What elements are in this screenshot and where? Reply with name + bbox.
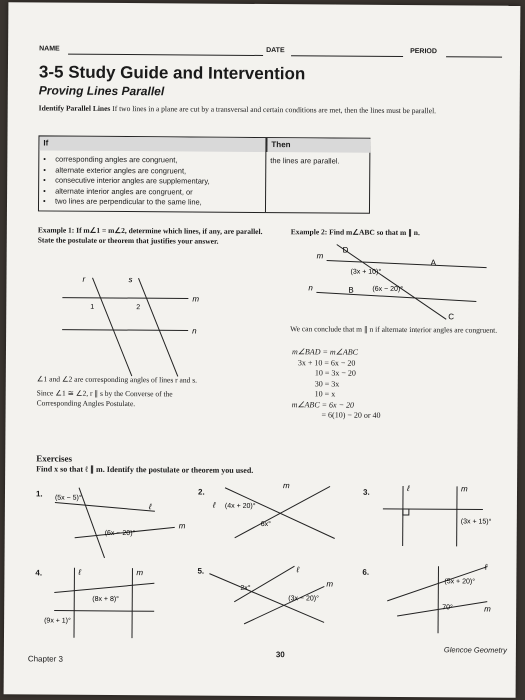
transversal-line [79, 488, 105, 558]
example2-diagram [306, 240, 497, 321]
exercises-heading: Exercises [36, 453, 73, 464]
angle-expr-1: (3x + 10)° [350, 268, 382, 276]
label-m: m [192, 294, 200, 304]
label-l: ℓ [407, 484, 410, 494]
step-line: 30 = 3x [314, 378, 340, 389]
exercise-number: 6. [362, 567, 370, 577]
line-r [92, 278, 133, 376]
worksheet-page [4, 2, 521, 698]
point-B: B [348, 285, 354, 295]
example2-conclusion: We can conclude that m ∥ n if alternate interior angles are congruent. [290, 324, 498, 335]
angle-expr: (6x − 20)° [104, 529, 136, 538]
then-text: the lines are parallel. [270, 156, 340, 166]
line-n [62, 330, 188, 331]
condition-item: • corresponding angles are congruent, [41, 154, 263, 166]
intro-text: If two lines in a plane are cut by a transversal and certain conditions are met, then the lines must be parallel. [112, 103, 437, 116]
condition-item: • consecutive interior angles are supplementary, [41, 175, 263, 187]
publisher-label: Glencoe Geometry [443, 645, 507, 655]
condition-item: • two lines are perpendicular to the same line, [41, 196, 263, 208]
page-subtitle: Proving Lines Parallel [38, 83, 165, 99]
angle-expr: 6x° [260, 520, 272, 529]
line-m [327, 260, 487, 267]
example2-steps [290, 347, 501, 422]
angle-expr: 2x° [240, 584, 251, 592]
example1-answer-1: ∠1 and ∠2 are corresponding angles of lines r and s. [36, 374, 198, 385]
example1-diagram [56, 268, 217, 381]
label-m: m [484, 604, 491, 614]
point-C: C [448, 312, 455, 322]
angle-expr: 70° [442, 604, 453, 612]
line-m [244, 586, 324, 625]
exercise4-diagram [44, 562, 175, 643]
condition-list [41, 154, 263, 208]
exercise-number: 1. [35, 489, 43, 499]
exercise-number: 2. [197, 487, 205, 497]
line-m [235, 486, 330, 539]
step-line: 10 = x [314, 389, 336, 399]
period-label: PERIOD [410, 48, 437, 56]
angle-expr: (3x + 15)° [460, 518, 492, 526]
angle-2-label: 2 [136, 304, 141, 312]
label-s: s [128, 275, 133, 285]
exercise-number: 4. [35, 568, 43, 578]
exercise-number: 3. [362, 487, 370, 497]
example1-answer-2: Since ∠1 ≅ ∠2, r ∥ s by the Converse of the Corresponding Angles Postulate. [36, 388, 173, 409]
label-l: ℓ [78, 567, 82, 577]
name-label: NAME [39, 45, 60, 53]
step-line: 3x + 10 = 6x − 20 [297, 357, 356, 368]
angle-expr: (8x + 8)° [92, 595, 120, 604]
intro-paragraph [39, 103, 494, 116]
transversal-line [383, 509, 483, 510]
exercise5-diagram [204, 562, 344, 633]
label-l: ℓ [296, 565, 300, 575]
line-n [316, 292, 476, 301]
angle-expr-2: (6x − 20)° [372, 285, 404, 293]
point-D: D [342, 245, 349, 255]
angle-expr: (9x + 1)° [44, 617, 71, 625]
page-title: 3-5 Study Guide and Intervention [38, 62, 306, 84]
label-r: r [82, 274, 86, 284]
exercise1-diagram [45, 482, 196, 563]
angle-expr: (5x + 20)° [444, 578, 476, 586]
transversal-line [54, 611, 154, 612]
exercise2-diagram [205, 478, 345, 549]
label-l: ℓ [148, 502, 152, 512]
exercise6-diagram [372, 561, 503, 637]
exercise3-diagram [373, 481, 503, 552]
name-line [68, 54, 263, 56]
angle-expr: (5x − 5)° [54, 494, 82, 502]
table-divider [265, 138, 267, 212]
line-s [138, 278, 179, 376]
step-line: m∠ABC = 6x − 20 [291, 399, 355, 410]
label-m: m [461, 484, 468, 494]
chapter-label: Chapter 3 [27, 654, 64, 664]
condition-item: • alternate interior angles are congruent, or [41, 186, 263, 198]
label-m: m [316, 251, 324, 261]
transversal-line [336, 245, 447, 320]
transversal-line [54, 583, 154, 594]
angle-expr: (3x − 20)° [288, 595, 319, 603]
period-line [446, 56, 502, 57]
then-header: Then [266, 138, 370, 153]
label-m: m [326, 579, 334, 589]
line-l [55, 503, 155, 512]
if-then-table [38, 135, 371, 213]
condition-item: • alternate exterior angles are congruent, [41, 165, 263, 177]
right-angle-mark [403, 509, 409, 515]
exercises-instruction: Find x so that ℓ ∥ m. Identify the postulate or theorem you used. [36, 464, 254, 475]
step-line: = 6(10) − 20 or 40 [321, 410, 381, 420]
exercise-number: 5. [197, 566, 205, 576]
step-line: 10 = 3x − 20 [314, 368, 356, 378]
date-label: DATE [266, 47, 285, 55]
angle-expr: (4x + 20)° [224, 502, 256, 510]
label-n: n [308, 283, 313, 293]
step-line: m∠BAD = m∠ABC [291, 347, 358, 357]
label-l: ℓ [484, 562, 488, 572]
label-l: ℓ [212, 500, 216, 510]
label-n: n [192, 326, 197, 336]
label-m: m [283, 481, 290, 491]
if-header: If [39, 136, 265, 152]
angle-1-label: 1 [90, 303, 95, 311]
label-m: m [178, 521, 186, 531]
label-m: m [136, 568, 144, 578]
intro-bold: Identify Parallel Lines [38, 103, 111, 113]
page-number: 30 [275, 650, 285, 660]
example2-prompt: Example 2: Find m∠ABC so that m ∥ n. [290, 227, 420, 238]
point-A: A [430, 258, 436, 268]
example1-prompt: Example 1: If m∠1 = m∠2, determine which lines, if any, are parallel. State the postulate or theorem that justifies your answer. [37, 225, 263, 246]
line-m [62, 298, 188, 299]
date-line [291, 55, 403, 57]
